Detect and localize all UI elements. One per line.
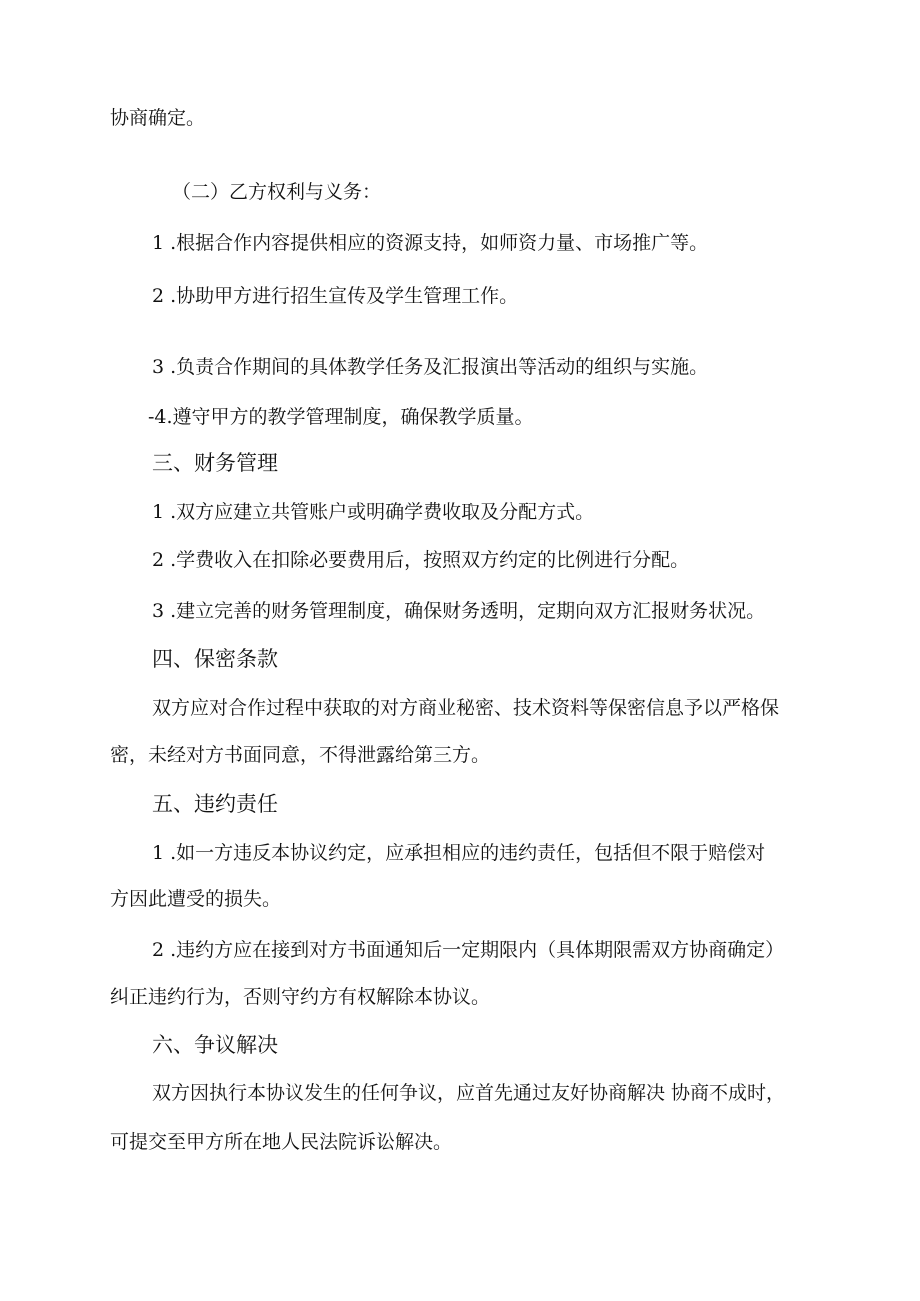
liability-item-2-line-2: 纠正违约行为，否则守约方有权解除本协议。 (110, 986, 491, 1008)
liability-item-2-line-1: 2 .违约方应在接到对方书面通知后一定期限内（具体期限需双方协商确定） (152, 939, 785, 961)
finance-item-2: 2 .学费收入在扣除必要费用后，按照双方约定的比例进行分配。 (152, 549, 690, 571)
liability-item-1-line-2: 方因此遭受的损失。 (110, 888, 282, 910)
dispute-line-2: 可提交至甲方所在地人民法院诉讼解决。 (110, 1131, 453, 1153)
confidentiality-line-2: 密，未经对方书面同意，不得泄露给第三方。 (110, 744, 491, 766)
finance-heading: 三、财务管理 (152, 451, 278, 475)
party-b-item-4: -4.遵守甲方的教学管理制度，确保教学质量。 (148, 406, 534, 428)
party-b-section-title: （二）乙方权利与义务： (172, 181, 382, 203)
liability-heading: 五、违约责任 (152, 792, 278, 816)
finance-item-1: 1 .双方应建立共管账户或明确学费收取及分配方式。 (152, 501, 595, 523)
party-b-item-2: 2 .协助甲方进行招生宣传及学生管理工作。 (152, 285, 519, 307)
confidentiality-line-1: 双方应对合作过程中获取的对方商业秘密、技术资料等保密信息予以严格保 (152, 697, 780, 719)
party-b-item-1: 1 .根据合作内容提供相应的资源支持，如师资力量、市场推广等。 (152, 232, 709, 254)
liability-item-1-line-1: 1 .如一方违反本协议约定，应承担相应的违约责任，包括但不限于赔偿对 (152, 842, 766, 864)
continuation-text: 协商确定。 (110, 107, 206, 129)
dispute-line-1: 双方因执行本协议发生的任何争议，应首先通过友好协商解决 协商不成时， (152, 1082, 786, 1104)
party-b-item-3: 3 .负责合作期间的具体教学任务及汇报演出等活动的组织与实施。 (152, 356, 709, 378)
finance-item-3: 3 .建立完善的财务管理制度，确保财务透明，定期向双方汇报财务状况。 (152, 600, 766, 622)
confidentiality-heading: 四、保密条款 (152, 647, 278, 671)
dispute-heading: 六、争议解决 (152, 1033, 278, 1057)
